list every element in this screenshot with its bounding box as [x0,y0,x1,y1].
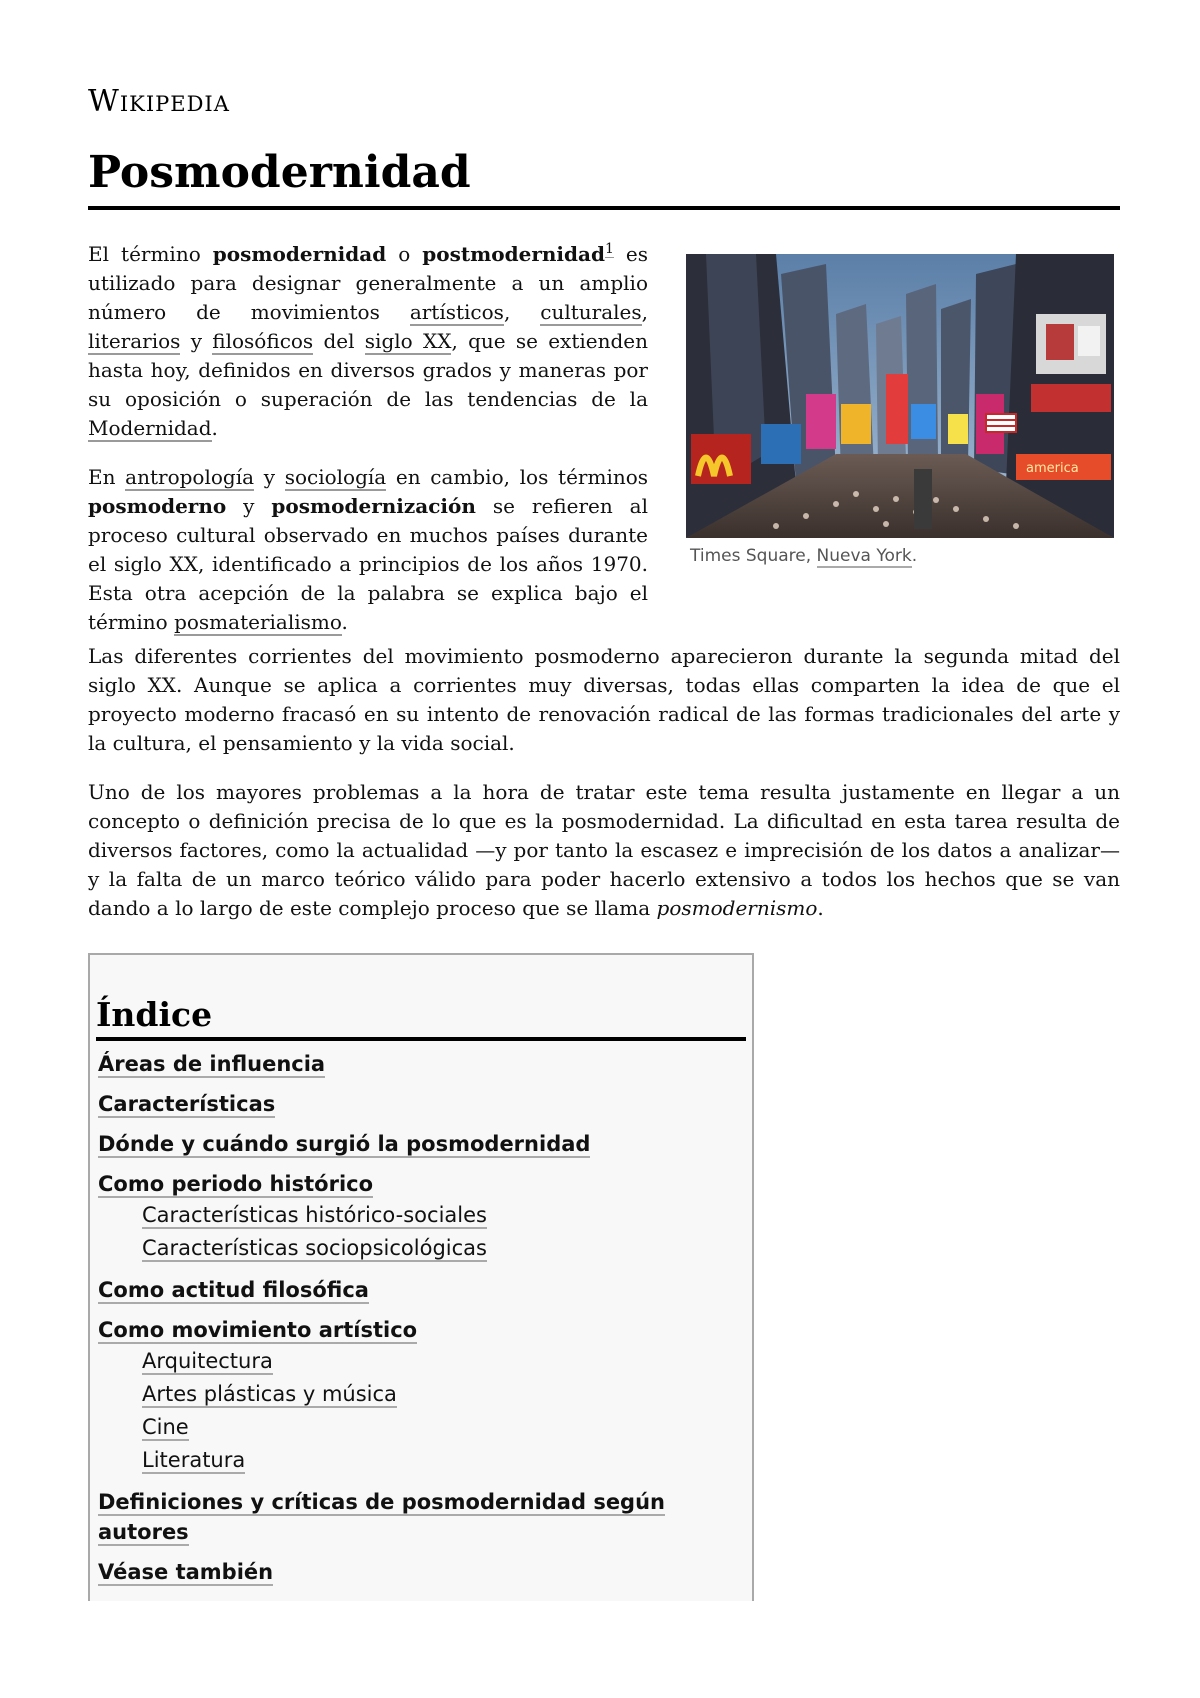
toc-item [98,1169,752,1199]
toc-item [98,1049,752,1079]
toc-link-definiciones-y-criticas[interactable]: Definiciones y críticas de posmodernidad según autores [98,1490,665,1544]
intro-paragraph-1: El término posmodernidad o postmodernidad$^1$ es utilizado para designar generalmente a un amplio número de movimientos artísticos, culturales, literarios y filosóficos del siglo XX, que se extienden hasta hoy, definidos en diversos grados y maneras por su oposición o superación de las tendencias de la Modernidad. [88,241,649,440]
toc-link-literatura[interactable]: Literatura [142,1448,246,1472]
toc-link-periodo-historico[interactable]: Como periodo histórico [98,1172,374,1196]
term-posmodernizacion: posmodernización [271,494,476,518]
toc-subitem [98,1444,752,1477]
link-artisticos[interactable]: artísticos [409,300,504,324]
link-filosoficos[interactable]: filosóficos [212,329,314,353]
toc-subitem [98,1378,752,1411]
link-siglo-xx[interactable]: siglo XX [364,329,452,353]
times-square-photo[interactable] [686,254,1114,538]
toc-subitem [98,1232,752,1265]
link-modernidad[interactable]: Modernidad [88,416,212,440]
toc-item [98,1315,752,1345]
toc-item [98,1557,752,1587]
wikipedia-logo[interactable]: Wikipedia [88,84,230,119]
figure-caption: Times Square, Nueva York. [690,546,918,566]
term-posmodernismo: posmodernismo [656,896,818,920]
thumbnail-figure [686,254,1118,566]
toc-link-areas-de-influencia[interactable]: Áreas de influencia [98,1052,326,1076]
body-paragraph-3: Las diferentes corrientes del movimiento posmoderno aparecieron durante la segunda mitad del siglo XX. Aunque se aplica a corrientes muy diversas, todas ellas comparten la idea de que el proyecto moderno fracasó en su intento de renovación radical de las formas tradicionales del arte y la cultura, el pensamiento y la vida social. [88,644,1120,755]
table-of-contents [88,953,754,1601]
toc-list [90,1049,752,1587]
toc-link-artes-plasticas[interactable]: Artes plásticas y música [142,1382,397,1406]
toc-subitem [98,1199,752,1232]
toc-item [98,1089,752,1119]
toc-subitem [98,1411,752,1444]
toc-link-sociopsicologicas[interactable]: Características sociopsicológicas [142,1236,487,1260]
toc-title: Índice [96,993,746,1041]
toc-link-actitud-filosofica[interactable]: Como actitud filosófica [98,1278,369,1302]
body-section [88,642,1120,943]
link-literarios[interactable]: literarios [88,329,181,353]
toc-item [98,1487,752,1547]
term-postmodernidad: postmodernidad [422,242,605,266]
toc-link-cine[interactable]: Cine [142,1415,189,1439]
page-title: Posmodernidad [88,142,1120,210]
toc-link-historico-sociales[interactable]: Características histórico-sociales [142,1203,487,1227]
link-antropologia[interactable]: antropología [125,465,255,489]
toc-item [98,1129,752,1159]
reference-link-1[interactable]: 1 [604,241,614,258]
toc-item [98,1275,752,1305]
svg-text:america: america [1026,461,1079,476]
toc-link-arquitectura[interactable]: Arquitectura [142,1349,273,1373]
link-nueva-york[interactable]: Nueva York [816,546,912,566]
link-posmaterialismo[interactable]: posmaterialismo [174,610,342,634]
body-paragraph-4: Uno de los mayores problemas a la hora de tratar este tema resulta justamente en llegar a un concepto o definición precisa de lo que es la posmodernidad. La dificultad en esta tarea resulta de diversos factores, como la actualidad —y por tanto la escasez e imprecisión de los datos a analizar— y la falta de un marco teórico válido para poder hacerlo extensivo a todos los hechos que se van dando a lo largo de este complejo proceso que se llama posmodernismo. [88,780,1120,920]
intro-paragraph-2: En antropología y sociología en cambio, los términos posmoderno y posmodernización se refieren al proceso cultural observado en muchos países durante el siglo XX, identificado a principios de los años 1970. Esta otra acepción de la palabra se explica bajo el término posmaterialismo. [88,465,649,634]
term-posmodernidad: posmodernidad [212,242,387,266]
toc-link-movimiento-artistico[interactable]: Como movimiento artístico [98,1318,418,1342]
term-posmoderno: posmoderno [88,494,227,518]
toc-link-caracteristicas[interactable]: Características [98,1092,276,1116]
lead-section [88,240,648,657]
link-sociologia[interactable]: sociología [284,465,387,489]
link-culturales[interactable]: culturales [540,300,642,324]
toc-link-donde-y-cuando[interactable]: Dónde y cuándo surgió la posmodernidad [98,1132,591,1156]
toc-link-vease-tambien[interactable]: Véase también [98,1560,274,1584]
toc-subitem [98,1345,752,1378]
